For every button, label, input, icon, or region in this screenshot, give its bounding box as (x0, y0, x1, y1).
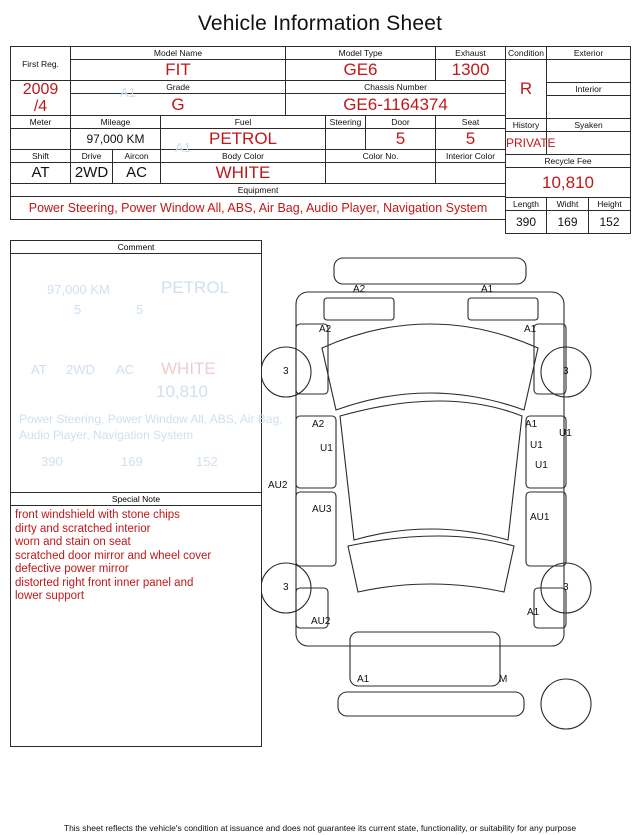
special-note-label: Special Note (11, 493, 261, 506)
table-row (506, 60, 631, 83)
diagram-mark: A1 (527, 607, 540, 618)
spec-grid-right (505, 46, 630, 234)
table-row (506, 47, 631, 60)
first-reg-label: First Reg. (11, 47, 71, 81)
table-row (11, 47, 506, 60)
height-label: Height (589, 198, 631, 211)
diagram-mark: A2 (353, 284, 366, 295)
shift-value: AT (11, 163, 71, 184)
equipment-value: Power Steering, Power Window All, ABS, Air Bag, Audio Player, Navigation System (11, 197, 506, 220)
diagram-mark: A1 (525, 419, 538, 430)
comment-ghost-10: Audio Player, Navigation System (19, 428, 194, 442)
table-row (11, 150, 506, 163)
exhaust-value: 1300 (436, 60, 506, 81)
exhaust-label: Exhaust (436, 47, 506, 60)
meter-label: Meter (11, 116, 71, 129)
car-damage-diagram (262, 240, 630, 732)
table-row (506, 211, 631, 234)
history-value: PRIVATE (506, 132, 547, 155)
recycle-fee-label: Recycle Fee (506, 155, 631, 168)
comment-ghost-7: WHITE (161, 359, 216, 378)
fuel-value: PETROL (161, 129, 326, 150)
diagram-mark: 3 (563, 366, 569, 377)
diagram-mark: A1 (481, 284, 494, 295)
grade-value: G (71, 94, 286, 116)
table-row (11, 129, 506, 150)
table-row (11, 81, 506, 94)
spec-table (10, 46, 506, 220)
exterior-value (547, 60, 631, 83)
comment-ghost-0: 97,000 KM (47, 282, 110, 297)
car-diagram-column (262, 240, 630, 747)
footer-disclaimer: This sheet reflects the vehicle's condition at issuance and does not guarantee its current state, functionality, or suitability for any purpose (63, 823, 577, 833)
door-label: Door (366, 116, 436, 129)
note-ghost-1: A1 (175, 140, 191, 155)
drive-label: Drive (71, 150, 113, 163)
model-name-label: Model Name (71, 47, 286, 60)
recycle-fee-value: 10,810 (506, 168, 631, 198)
diagram-mark: 3 (283, 366, 289, 377)
diagram-mark: U1 (559, 428, 572, 439)
model-name-value: FIT (71, 60, 286, 81)
steering-value (326, 129, 366, 150)
first-reg-month: /4 (33, 98, 48, 115)
comment-ghost-9: Power Steering, Power Window All, ABS, Air Bag, (19, 412, 283, 426)
first-reg-value (11, 81, 71, 116)
diagram-mark: U1 (535, 460, 548, 471)
interior-color-label: Interior Color (436, 150, 506, 163)
spec-grid-left (10, 46, 505, 234)
special-note-line: lower support (15, 590, 85, 602)
comment-ghost-6: AC (116, 362, 135, 377)
width-value: 169 (547, 211, 589, 234)
table-row (506, 155, 631, 168)
equipment-label: Equipment (11, 184, 506, 197)
meter-value (11, 129, 71, 150)
color-no-value (326, 163, 436, 184)
diagram-mark: U1 (530, 440, 543, 451)
diagram-mark: AU2 (268, 480, 288, 491)
diagram-mark: AU3 (312, 504, 332, 515)
interior-color-value (436, 163, 506, 184)
table-row (11, 184, 506, 197)
comment-ghost-8: 10,810 (156, 382, 208, 401)
color-no-label: Color No. (326, 150, 436, 163)
special-note-line: dirty and scratched interior (15, 522, 151, 535)
fuel-label: Fuel (161, 116, 326, 129)
comment-ghost-1: PETROL (161, 278, 230, 297)
table-row (11, 197, 506, 220)
comment-ghost-2: 5 (74, 302, 82, 317)
seat-value: 5 (436, 129, 506, 150)
body-color-label: Body Color (161, 150, 326, 163)
seat-label: Seat (436, 116, 506, 129)
model-type-value: GE6 (286, 60, 436, 81)
table-row (506, 198, 631, 211)
grade-label: Grade (71, 81, 286, 94)
syaken-value (547, 132, 631, 155)
special-note-line: scratched door mirror and wheel cover (15, 549, 212, 562)
diagram-mark: AU1 (530, 512, 550, 523)
comment-ghost-5: 2WD (66, 362, 95, 377)
aircon-label: Aircon (113, 150, 161, 163)
length-value: 390 (506, 211, 547, 234)
diagram-mark: A2 (312, 419, 325, 430)
header-section (10, 46, 630, 234)
diagram-mark: A1 (357, 674, 370, 685)
comment-ghost-3: 5 (136, 302, 144, 317)
table-row (506, 168, 631, 198)
diagram-mark: 3 (283, 582, 289, 593)
diagram-mark: A2 (319, 324, 332, 335)
table-row (11, 60, 506, 81)
special-note-line: defective power mirror (15, 563, 129, 575)
height-value: 152 (589, 211, 631, 234)
note-ghost-0: A1 (120, 85, 136, 100)
interior-value (547, 96, 631, 119)
exterior-label: Exterior (547, 47, 631, 60)
diagram-mark: M (499, 674, 508, 685)
chassis-value: GE6-1164374 (286, 94, 506, 116)
chassis-label: Chassis Number (286, 81, 506, 94)
condition-label: Condition (506, 47, 547, 60)
table-row (11, 163, 506, 184)
comment-ghost-11: 390 (41, 454, 63, 469)
diagram-mark: A1 (524, 324, 537, 335)
special-note-line: distorted right front inner panel and (15, 576, 194, 589)
comment-ghost-13: 152 (196, 454, 218, 469)
model-type-label: Model Type (286, 47, 436, 60)
steering-label: Steering (326, 116, 366, 129)
mileage-label: Mileage (71, 116, 161, 129)
diagram-mark: U1 (320, 443, 333, 454)
table-row (506, 132, 631, 155)
width-label: Widht (547, 198, 589, 211)
special-note-line: worn and stain on seat (15, 536, 131, 548)
diagram-mark: AU2 (311, 616, 331, 627)
drive-value: 2WD (71, 163, 113, 184)
door-value: 5 (366, 129, 436, 150)
table-row (506, 119, 631, 132)
comment-label: Comment (11, 241, 261, 254)
condition-value: R (506, 60, 547, 119)
special-note-line: front windshield with stone chips (15, 509, 180, 521)
comment-ghost-12: 169 (121, 454, 143, 469)
diagram-mark: 3 (563, 582, 569, 593)
body-color-value: WHITE (161, 163, 326, 184)
mileage-value: 97,000 KM (71, 129, 161, 150)
page-title: Vehicle Information Sheet (197, 12, 443, 35)
aircon-value: AC (113, 163, 161, 184)
length-label: Length (506, 198, 547, 211)
table-row (11, 94, 506, 116)
syaken-label: Syaken (547, 119, 631, 132)
shift-label: Shift (11, 150, 71, 163)
interior-label: Interior (547, 83, 631, 96)
first-reg-year: 2009 (22, 81, 59, 98)
right-table (505, 46, 631, 234)
table-row (11, 116, 506, 129)
comment-ghost-4: AT (31, 362, 47, 377)
history-label: History (506, 119, 547, 132)
